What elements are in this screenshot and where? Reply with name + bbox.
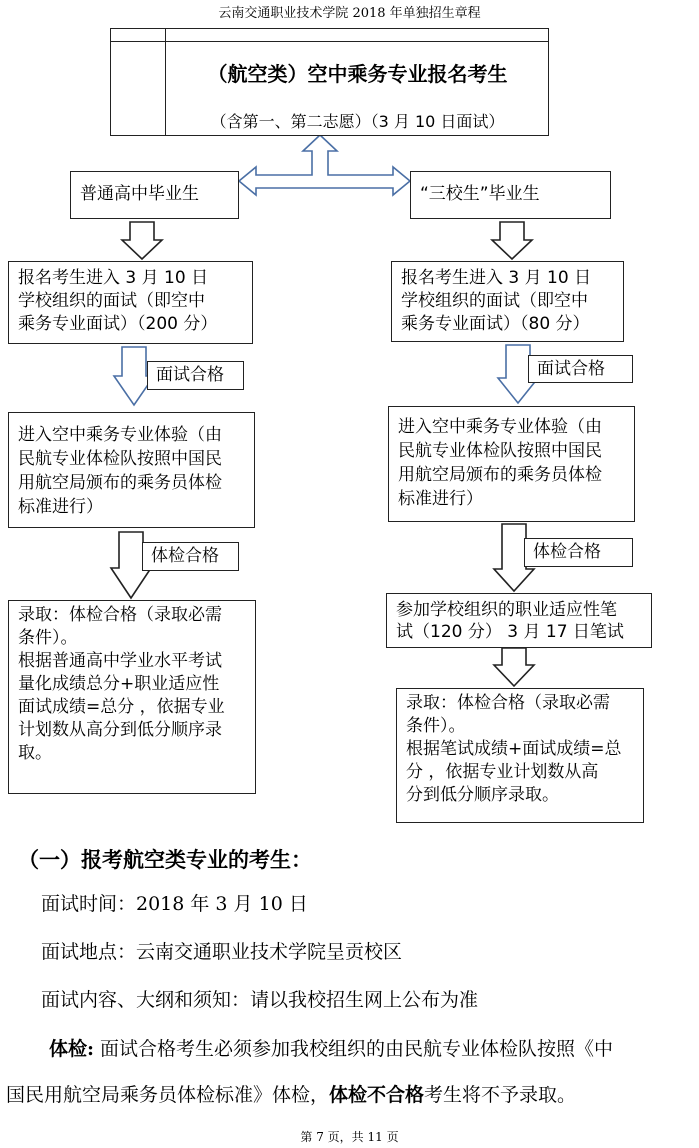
top-box-rule [111, 41, 548, 42]
interview-time: 面试时间：2018 年 3 月 10 日 [41, 893, 308, 915]
right-admission-box: 录取：体检合格（录取必需 条件）。 根据笔试成绩+面试成绩=总 分 ，依据专业计划数从高 分到低分顺序录取。 [396, 688, 644, 823]
physical-text-3: 考生将不予录取。 [424, 1084, 577, 1106]
right-physical-box: 进入空中乘务专业体验（由 民航专业体检队按照中国民 用航空局颁布的乘务员体检 标准进行） [388, 406, 635, 522]
left-pass-physical-label: 体检合格 [142, 542, 239, 571]
physical-text-1: 面试合格考生必须参加我校组织的由民航专业体检队按照《中 [94, 1038, 614, 1060]
section-heading: （一）报考航空类专业的考生： [18, 848, 312, 872]
left-interview-box: 报名考生进入 3 月 10 日 学校组织的面试（即空中 乘务专业面试）（200 分） [8, 261, 253, 344]
right-written-test-box: 参加学校组织的职业适应性笔 试（120 分） 3 月 17 日笔试 [386, 593, 652, 648]
top-box-title: （航空类）空中乘务专业报名考生 [207, 62, 508, 86]
interview-content: 面试内容、大纲和须知：请以我校招生网上公布为准 [41, 989, 479, 1011]
top-box-subtitle: （含第一、第二志愿）（3 月 10 日面试） [210, 112, 505, 131]
double-arrow-connector [239, 135, 410, 195]
physical-bold-2: 体检不合格 [329, 1084, 425, 1106]
interview-place: 面试地点：云南交通职业技术学院呈贡校区 [41, 941, 403, 963]
left-down-arrow-1 [122, 222, 162, 259]
right-pass-physical-label: 体检合格 [524, 538, 633, 567]
physical-paragraph-line-2 [6, 1080, 576, 1110]
top-box [110, 28, 549, 136]
left-physical-box: 进入空中乘务专业体验（由 民航专业体检队按照中国民 用航空局颁布的乘务员体检 标准进行） [8, 412, 255, 528]
right-pass-interview-label: 面试合格 [528, 355, 633, 383]
physical-paragraph-line-1 [49, 1034, 613, 1064]
right-interview-box: 报名考生进入 3 月 10 日 学校组织的面试（即空中 乘务专业面试）（80 分） [391, 261, 624, 342]
left-source-box: 普通高中毕业生 [70, 171, 239, 219]
left-admission-box: 录取：体检合格（录取必需 条件）。 根据普通高中学业水平考试 量化成绩总分+职业适应性 面试成绩=总分 ，依据专业 计划数从高分到低分顺序录 取。 [8, 600, 256, 794]
physical-text-2: 国民用航空局乘务员体检标准》体检， [6, 1084, 330, 1106]
page-footer: 第 7 页，共 11 页 [300, 1130, 399, 1144]
right-down-arrow-4 [494, 648, 534, 686]
right-down-arrow-1 [492, 222, 532, 259]
right-source-box: “三校生”毕业生 [410, 171, 611, 219]
page-header: 云南交通职业技术学院 2018 年单独招生章程 [218, 6, 481, 21]
left-pass-interview-label: 面试合格 [147, 361, 244, 390]
physical-label: 体检: [49, 1038, 95, 1060]
